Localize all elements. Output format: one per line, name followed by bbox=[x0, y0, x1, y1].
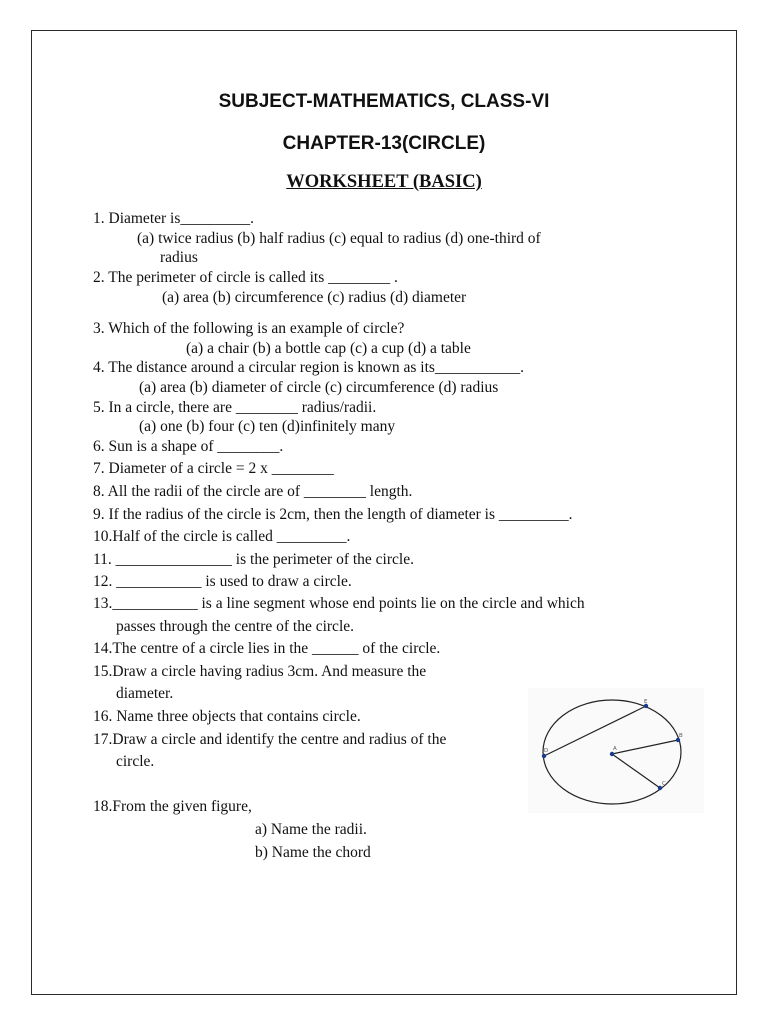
question-16: 16. Name three objects that contains circle. bbox=[93, 708, 361, 725]
question-4: 4. The distance around a circular region is known as its___________. bbox=[93, 359, 525, 376]
question-4-options: (a) area (b) diameter of circle (c) circumference (d) radius bbox=[139, 379, 499, 396]
worksheet-title bbox=[0, 172, 768, 193]
question-12: 12. ___________ is used to draw a circle. bbox=[93, 573, 352, 590]
question-5: 5. In a circle, there are ________ radius/radii. bbox=[93, 399, 377, 416]
question-5-options: (a) one (b) four (c) ten (d)infinitely many bbox=[139, 418, 396, 435]
worksheet-title-text: WORKSHEET (BASIC) bbox=[286, 172, 482, 192]
circle-diagram bbox=[528, 688, 704, 813]
radius-ab bbox=[612, 740, 678, 754]
question-1: 1. Diameter is_________. bbox=[93, 210, 255, 227]
label-d: D bbox=[544, 748, 549, 754]
question-15: 15.Draw a circle having radius 3cm. And measure the bbox=[93, 663, 427, 680]
question-2: 2. The perimeter of circle is called its ________ . bbox=[93, 269, 398, 286]
question-18-part-a: a) Name the radii. bbox=[255, 821, 367, 838]
question-15-cont: diameter. bbox=[116, 685, 174, 702]
circle-figure bbox=[528, 688, 704, 813]
radius-ac bbox=[612, 754, 660, 788]
question-14: 14.The centre of a circle lies in the ______ of the circle. bbox=[93, 640, 441, 657]
question-18-part-b: b) Name the chord bbox=[255, 844, 371, 861]
question-1-options: (a) twice radius (b) half radius (c) equal to radius (d) one-third of bbox=[137, 230, 541, 247]
question-17: 17.Draw a circle and identify the centre and radius of the bbox=[93, 731, 447, 748]
question-7: 7. Diameter of a circle = 2 x ________ bbox=[93, 460, 334, 477]
label-c: C bbox=[662, 781, 666, 787]
question-18: 18.From the given figure, bbox=[93, 798, 252, 815]
question-6: 6. Sun is a shape of ________. bbox=[93, 438, 284, 455]
question-10: 10.Half of the circle is called _________. bbox=[93, 528, 351, 545]
label-a: A bbox=[613, 746, 617, 752]
question-3: 3. Which of the following is an example of circle? bbox=[93, 320, 405, 337]
label-b: B bbox=[679, 733, 683, 739]
question-2-options: (a) area (b) circumference (c) radius (d) diameter bbox=[162, 289, 467, 306]
question-1-options-cont: radius bbox=[160, 249, 198, 266]
question-9: 9. If the radius of the circle is 2cm, then the length of diameter is _________. bbox=[93, 506, 573, 523]
label-e: E bbox=[644, 699, 648, 705]
point-a bbox=[610, 752, 614, 756]
question-8: 8. All the radii of the circle are of ________ length. bbox=[93, 483, 413, 500]
point-d bbox=[542, 754, 546, 758]
chord-de bbox=[544, 706, 646, 756]
question-3-options: (a) a chair (b) a bottle cap (c) a cup (d) a table bbox=[186, 340, 471, 357]
question-11: 11. _______________ is the perimeter of the circle. bbox=[93, 551, 414, 568]
question-13: 13.___________ is a line segment whose end points lie on the circle and which bbox=[93, 595, 585, 612]
subject-heading: SUBJECT-MATHEMATICS, CLASS-VI bbox=[218, 91, 550, 112]
question-17-cont: circle. bbox=[116, 753, 155, 770]
question-13-cont: passes through the centre of the circle. bbox=[116, 618, 355, 635]
chapter-heading: CHAPTER-13(CIRCLE) bbox=[282, 133, 486, 154]
